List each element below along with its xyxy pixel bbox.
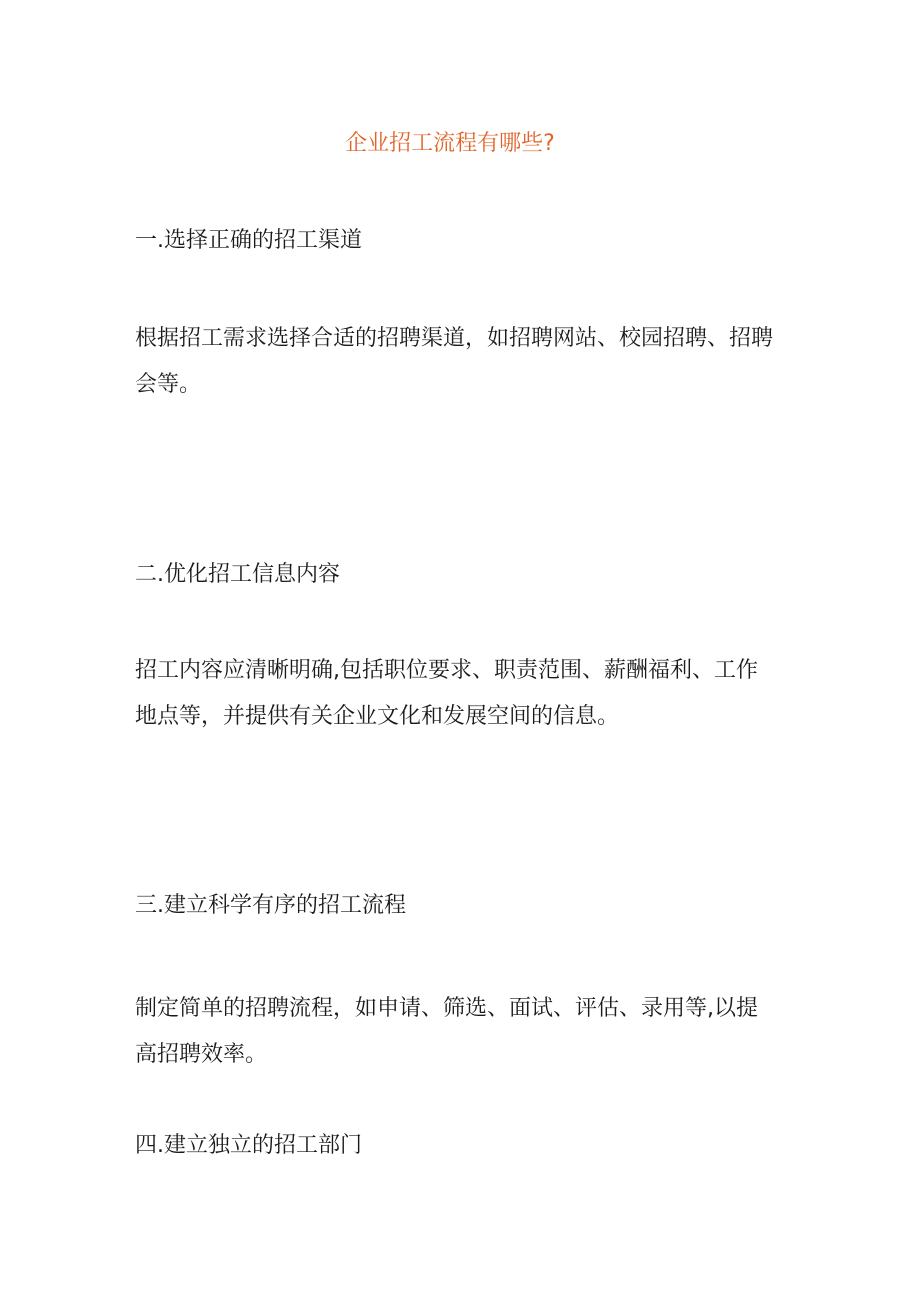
document-title: 企业招工流程有哪些? [345,131,555,156]
section-1-heading: 一.选择正确的招工渠道 [135,228,362,253]
section-1-body: 根据招工需求选择合适的招聘渠道，如招聘网站、校园招聘、招聘会等。 [135,326,774,397]
section-2-body: 招工内容应清晰明确,包括职位要求、职责范围、薪酬福利、工作地点等，并提供有关企业文化和发展空间的信息。 [135,658,758,729]
section-4-heading: 四.建立独立的招工部门 [135,1133,362,1158]
section-2-heading: 二.优化招工信息内容 [135,562,340,587]
section-3-body: 制定简单的招聘流程，如申请、筛选、面试、评估、录用等,以提高招聘效率。 [135,996,758,1067]
section-3-heading: 三.建立科学有序的招工流程 [135,893,406,918]
